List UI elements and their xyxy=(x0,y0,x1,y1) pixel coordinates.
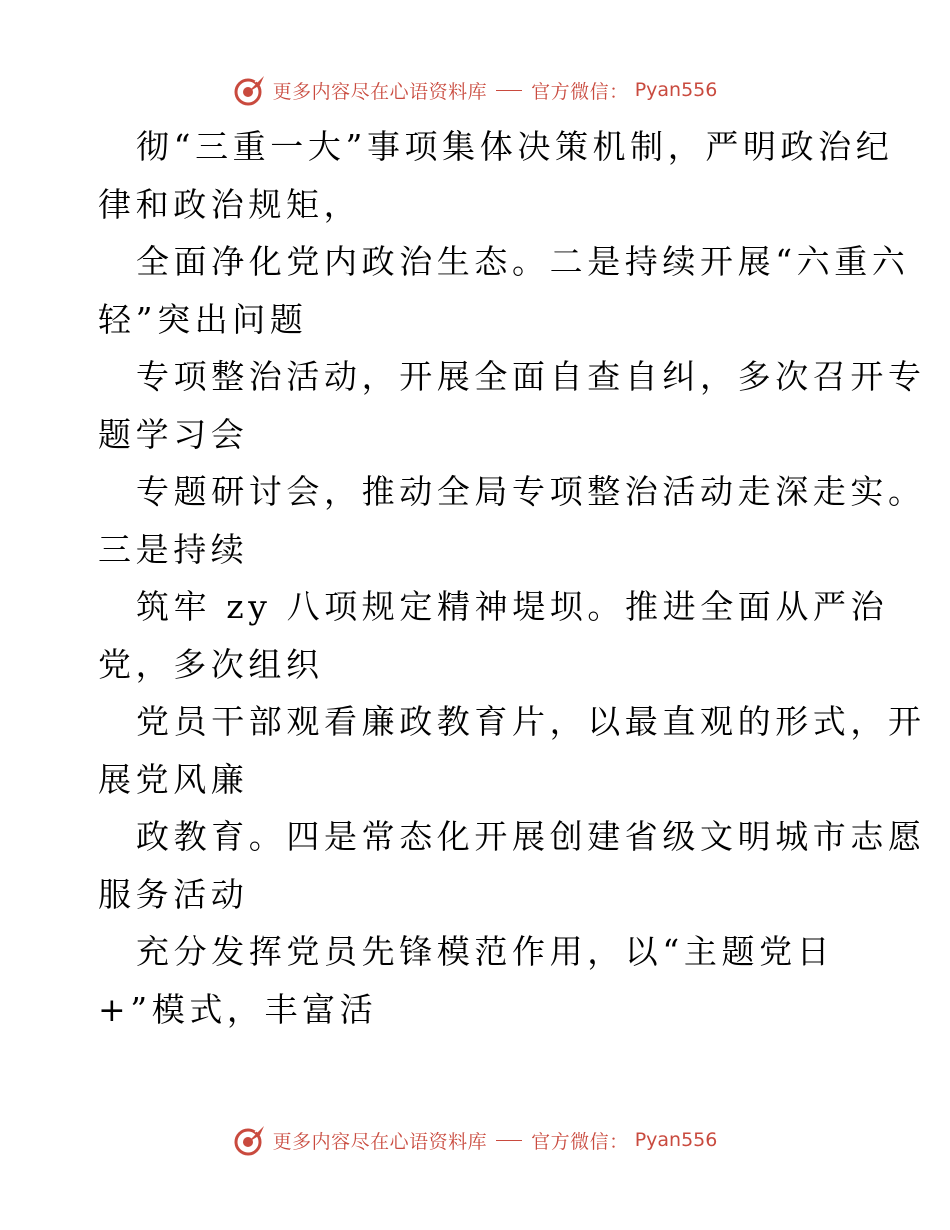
watermark-brand: 更多内容尽在心语资料库 xyxy=(272,80,488,103)
document-body xyxy=(98,118,926,1038)
watermark-label: 官方微信： xyxy=(531,1130,629,1153)
text-line: 彻“三重一大”事项集体决策机制，严明政治纪 xyxy=(136,127,894,166)
text-line: 全面净化党内政治生态。二是持续开展“六重六 xyxy=(136,242,910,281)
quill-logo-icon xyxy=(233,73,267,107)
text-line: 律和政治规矩， xyxy=(98,184,362,224)
text-line: 党，多次组织 xyxy=(98,644,324,684)
text-line: 专项整治活动，开展全面自查自纠，多次召开专 xyxy=(136,357,926,396)
watermark-handle: Pyan556 xyxy=(634,1129,718,1151)
text-line: 服务活动 xyxy=(98,874,249,914)
watermark-dash xyxy=(496,1140,522,1141)
watermark-dash xyxy=(496,90,522,91)
watermark-label: 官方微信： xyxy=(531,80,629,103)
quill-logo-icon xyxy=(233,1123,267,1157)
text-line: 筑牢 zy 八项规定精神堤坝。推进全面从严治 xyxy=(136,587,889,626)
text-line: 题学习会 xyxy=(98,414,249,454)
text-line: 党员干部观看廉政教育片，以最直观的形式，开 xyxy=(136,702,926,741)
watermark-footer xyxy=(0,1120,950,1160)
text-line: 三是持续 xyxy=(98,529,249,569)
text-line: 专题研讨会，推动全局专项整治活动走深走实。 xyxy=(136,472,926,511)
watermark-handle: Pyan556 xyxy=(634,79,718,101)
text-line: 轻”突出问题 xyxy=(98,299,308,339)
text-line: 政教育。四是常态化开展创建省级文明城市志愿 xyxy=(136,817,926,856)
watermark-brand: 更多内容尽在心语资料库 xyxy=(272,1130,488,1153)
watermark-header xyxy=(0,70,950,110)
text-line: 展党风廉 xyxy=(98,759,249,799)
text-line: +”模式，丰富活 xyxy=(98,989,378,1029)
text-line: 充分发挥党员先锋模范作用，以“主题党日 xyxy=(136,932,835,971)
